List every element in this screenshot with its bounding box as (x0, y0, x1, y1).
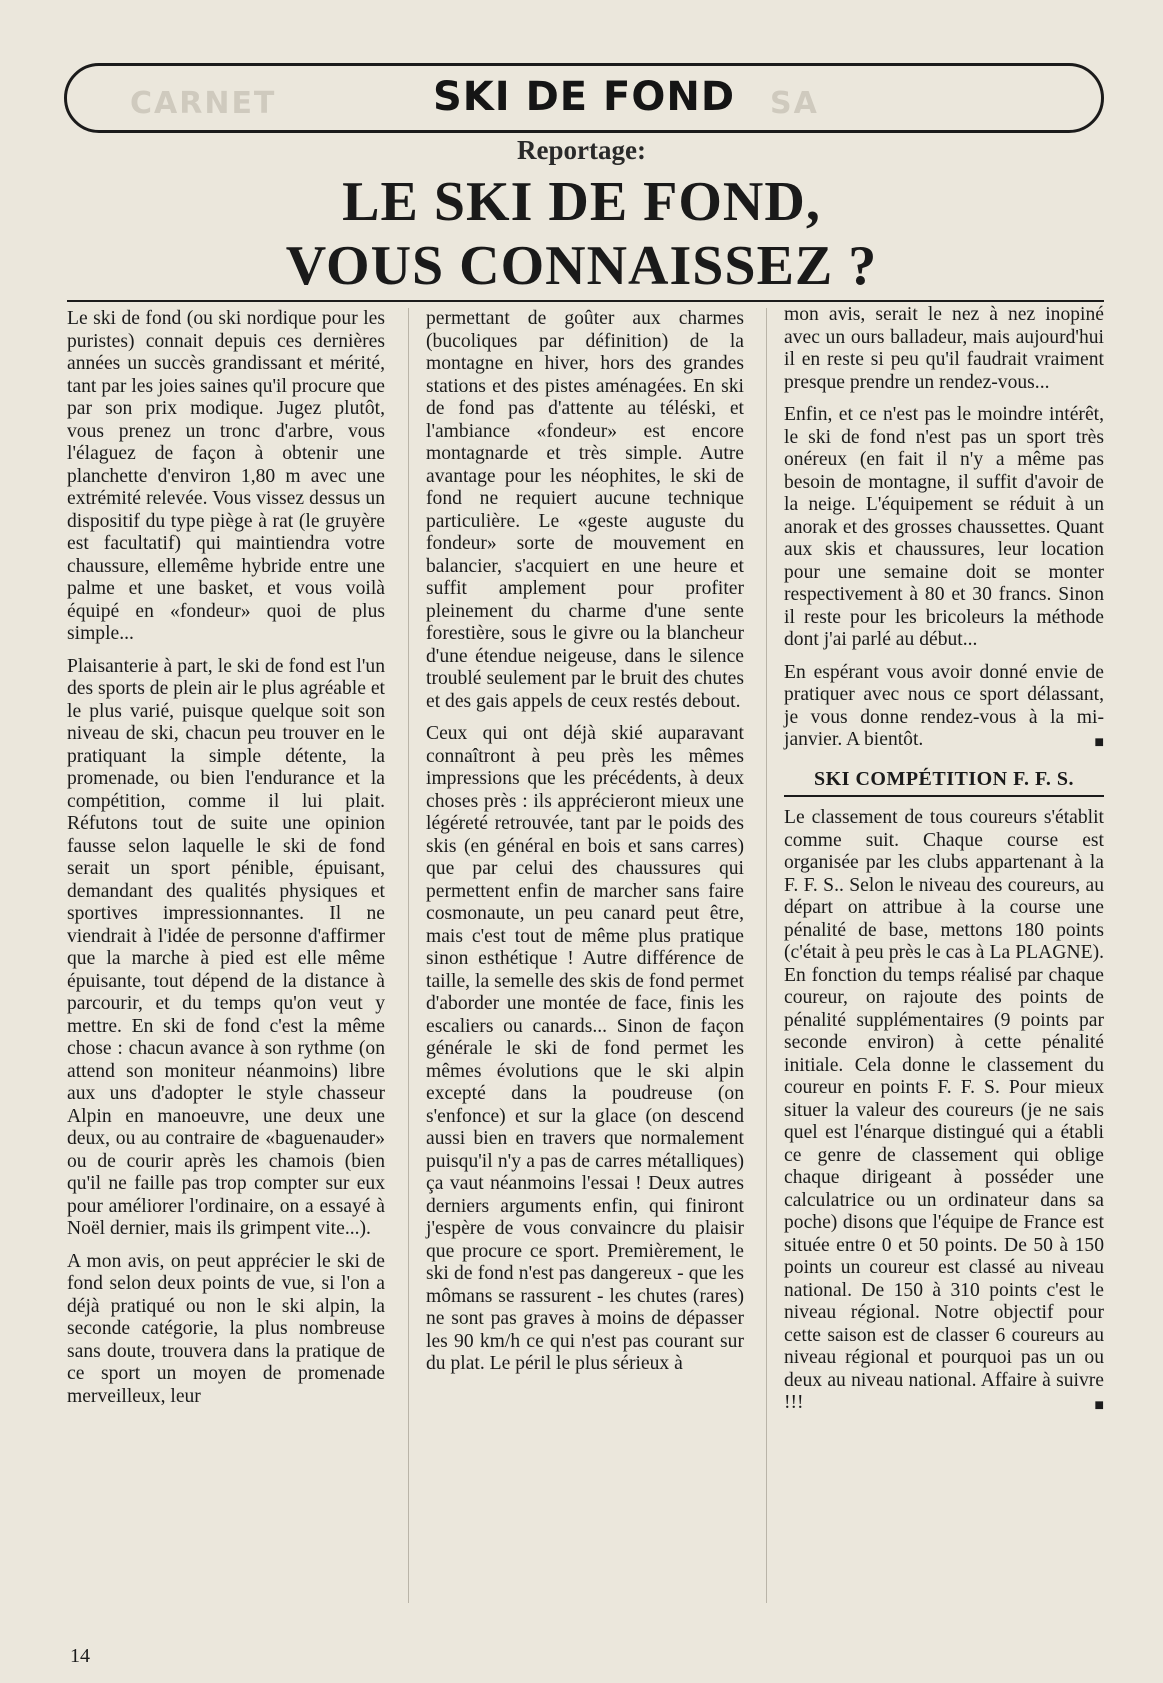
paragraph: Enfin, et ce n'est pas le moindre intérêt, le ski de fond n'est pas un sport très onéreux (en fait il n'y a même pas besoin de montagne, il suffit d'avoir de la neige. L'équipement se réduit à un anorak et des grosses chaussettes. Quant aux skis et chaussures, leur location pour une semaine doit se monter respectivement à 80 et 30 francs. Sinon il reste pour les bricoleurs la méthode dont j'ai parlé au début... (784, 404, 1104, 650)
paragraph (784, 662, 1104, 752)
section-banner (64, 63, 1104, 133)
article-column-1 (67, 308, 385, 1418)
sidebar-text: Le classement de tous coureurs s'établit comme suit. Chaque course est organisée par les clubs appartenant à la F. F. S.. Selon le niveau des coureurs, au départ on attribue à la course une pénalité de base, mettons 180 points (c'était à peu près le cas à La PLAGNE). En fonction du temps réalisé par chaque coureur, on rajoute des points de pénalité supplémentaires (9 points par seconde environ) à cette pénalité initiale. Cela donne le classement du coureur en points F. F. S. Pour mieux situer la valeur des coureurs (je ne sais quel est l'énarque distingué qui a établi ce genre de classement qui oblige chaque dirigeant à posséder une calculatrice ou un ordinateur dans sa poche) disons que l'équipe de France est située entre 0 et 50 points. De 50 à 150 points un coureur est classé au niveau national. De 150 à 310 points c'est le niveau régional. Notre objectif pour cette saison est de classer 6 coureurs au niveau régional et pourquoi pas un ou deux au niveau national. Affaire à suivre !!! (784, 807, 1104, 1413)
article-column-3 (784, 304, 1104, 1425)
end-mark-icon: ■ (1094, 734, 1104, 751)
paragraph: Ceux qui ont déjà skié auparavant connaîtront à peu près les mêmes impressions que les précédents, à deux choses près : ils apprécieront mieux une légéreté retrouvée, tant par le poids des skis (en général en bois et sans carres) que par celui des chaussures qui permettent enfin de marcher sans faire cosmonaute, un peu canard peut être, mais c'est tout de même plus pratique sinon esthétique ! Autre différence de taille, la semelle des skis de fond permet d'aborder une montée de face, finis les escaliers ou canards... Sinon de façon générale le ski de fond permet les mêmes évolutions que le ski alpin excepté dans la poudreuse (on s'enfonce) et sur la glace (on descend aussi bien en travers que normalement puisqu'il n'y a pas de carres métalliques) ça vaut néanmoins l'essai ! Deux autres derniers arguments enfin, qui finiront j'espère de vous convaincre du plaisir que procure ce sport. Premièrement, le ski de fond n'est pas dangereux - que les mômans se rassurent - les chutes (rares) ne sont pas graves à moins de dépasser les 90 km/h ce qui n'est pas courant sur du plat. Le péril le plus sérieux à (426, 723, 744, 1374)
bleed-through-heading-right: SA (770, 86, 819, 121)
headline-line-1: LE SKI DE FOND, (342, 171, 821, 233)
end-mark-icon: ■ (1094, 1397, 1104, 1414)
paragraph: A mon avis, on peut apprécier le ski de fond selon deux points de vue, si l'on a déjà pratiqué ou non le ski alpin, la seconde catégorie, la plus nombreuse sans doute, trouvera dans la pratique de ce sport un moyen de promenade merveilleux, leur (67, 1250, 385, 1407)
sidebar-heading: SKI COMPÉTITION F. F. S. (784, 762, 1104, 798)
paragraph: permettant de goûter aux charmes (bucoliques par définition) de la montagne en hiver, hors des grandes stations et des pistes aménagées. En ski de fond pas d'attente au téléski, et l'ambiance «fondeur» est encore montagnarde et très simple. Autre avantage pour les néophites, le ski de fond ne requiert aucune technique particulière. Le «geste auguste du fondeur» sorte de mouvement en balancier, s'acquiert en une heure et suffit amplement pour profiter pleinement du charme d'une sente forestière, sous le givre ou la blancheur d'une étendue neigeuse, dans le silence troublé seulement par le bruit des chutes et des gais appels de ceux restés debout. (426, 308, 744, 712)
bleed-through-heading-left: CARNET (130, 86, 277, 121)
section-title: SKI DE FOND (432, 74, 736, 120)
column-separator (408, 308, 409, 1603)
paragraph: mon avis, serait le nez à nez inopiné avec un ours balladeur, mais aujourd'hui il en reste si peu qu'il faudrait vraiment presque prendre un rendez-vous... (784, 304, 1104, 393)
paragraph: Plaisanterie à part, le ski de fond est l'un des sports de plein air le plus agréable et le plus varié, puisque quelque soit son niveau de ski, chacun peu trouver en le pratiquant la simple détente, la promenade, ou bien l'endurance et la compétition, comme il lui plait. Réfutons tout de suite une opinion fausse selon laquelle le ski de fond serait un sport pénible, épuisant, demandant des qualités physiques et sportives impressionnantes. Il ne viendrait à l'idée de personne d'affirmer que la marche à pied est elle même épuisante, tout dépend de la distance à parcourir, et du temps qu'on veut y mettre. En ski de fond c'est la même chose : chacun avance à son rythme (on attend son moniteur néanmoins) libre aux uns d'adopter le style chasseur Alpin en manoeuvre, une deux une deux, ou au contraire de «baguenauder» ou de courir après les chamois (bien qu'il ne faille pas trop compter sur eux pour améliorer l'ordinaire, on a essayé à Noël dernier, mais ils grimpent vite...). (67, 655, 385, 1239)
headline-line-2: VOUS CONNAISSEZ ? (285, 235, 878, 297)
article-headline (0, 170, 1163, 298)
sidebar-paragraph (784, 807, 1104, 1415)
article-column-2 (426, 308, 744, 1386)
page-number: 14 (70, 1645, 90, 1667)
paragraph: Le ski de fond (ou ski nordique pour les puristes) connait depuis ces dernières années un succès grandissant et mérité, tant par les joies saines qu'il procure que par son prix modique. Jugez plutôt, vous prenez un tronc d'arbre, vous l'élaguez de façon à obtenir une planchette d'environ 1,80 m avec une extrémité relevée. Vous vissez dessus un dispositif du type piège à rat (le gruyère est facultatif) qui maintiendra votre chaussure, ellemême hybride entre une palme et une basket, et vous voilà équipé en «fondeur» quoi de plus simple... (67, 308, 385, 644)
paragraph-text: En espérant vous avoir donné envie de pratiquer avec nous ce sport délassant, je vous donne rendez-vous à la mi-janvier. A bientôt. (784, 661, 1104, 750)
article-kicker: Reportage: (517, 135, 646, 165)
headline-rule (67, 300, 1104, 302)
column-separator (766, 308, 767, 1603)
